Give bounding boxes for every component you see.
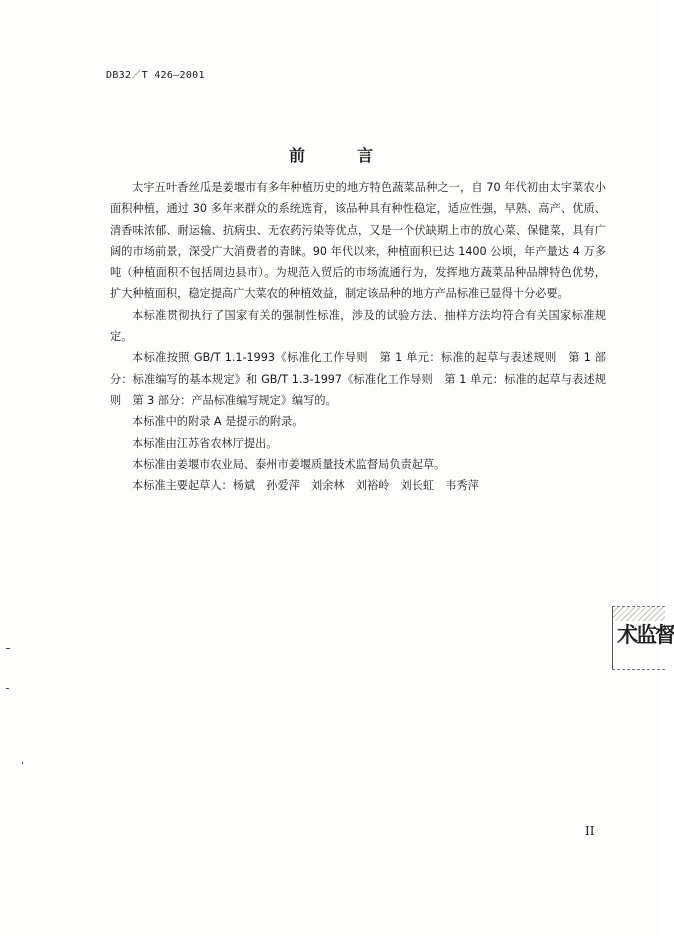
paragraph-compliance: 本标准贯彻执行了国家有关的强制性标准，涉及的试验方法、抽样方法均符合有关国家标准规定。 — [110, 308, 606, 344]
paragraph-drafting-unit: 本标准由姜堰市农业局、泰州市姜堰质量技术监督局负责起草。 — [132, 457, 446, 471]
foreword-body — [110, 177, 606, 496]
margin-mark — [22, 762, 23, 764]
standard-code: DB32／T 426—2001 — [106, 70, 205, 81]
paragraph-drafters: 本标准主要起草人：杨斌 孙爱萍 刘余林 刘裕岭 刘长虹 韦秀萍 — [132, 479, 479, 493]
margin-mark — [6, 688, 9, 689]
paragraph-proposer: 本标准由江苏省农林厅提出。 — [132, 436, 278, 450]
paragraph-background: 太宇五叶香丝瓜是姜堰市有多年种植历史的地方特色蔬菜品种之一，自 70 年代初由太宇菜农小面积种植，通过 30 多年来群众的系统选育，该品种具有种性稳定，适应性强，早熟、高产、优质、清香味浓郁、耐运输、抗病虫、无农药污染等优点，又是一个伏缺期上市的放心菜、保健菜，具有广阔的市场前景，深受广大消费者的青睐。90 年代以来，种植面积已达 1400 公顷，年产量达 4 万多吨（种植面积不包括周边县市）。为规范入贸后的市场流通行为，发挥地方蔬菜品种品牌特色优势，扩大种植面积，稳定提高广大菜农的种植效益，制定该品种的地方产品标准已显得十分必要。 — [110, 181, 606, 301]
page-number: II — [585, 824, 595, 838]
margin-mark — [6, 648, 10, 649]
stamp-fragment — [612, 606, 674, 670]
paragraph-drafting-basis: 本标准按照 GB/T 1.1-1993《标准化工作导则 第 1 单元：标准的起草与表述规则 第 1 部分：标准编写的基本规定》和 GB/T 1.3-1997《标准化工作导则 第 1 单元：标准的起草与表述规则 第 3 部分：产品标准编写规定》编写的。 — [110, 351, 606, 407]
page-title: 前言 — [288, 146, 425, 165]
stamp-text: 术监督 — [617, 623, 674, 647]
paragraph-appendix: 本标准中的附录 A 是提示的附录。 — [132, 415, 304, 429]
